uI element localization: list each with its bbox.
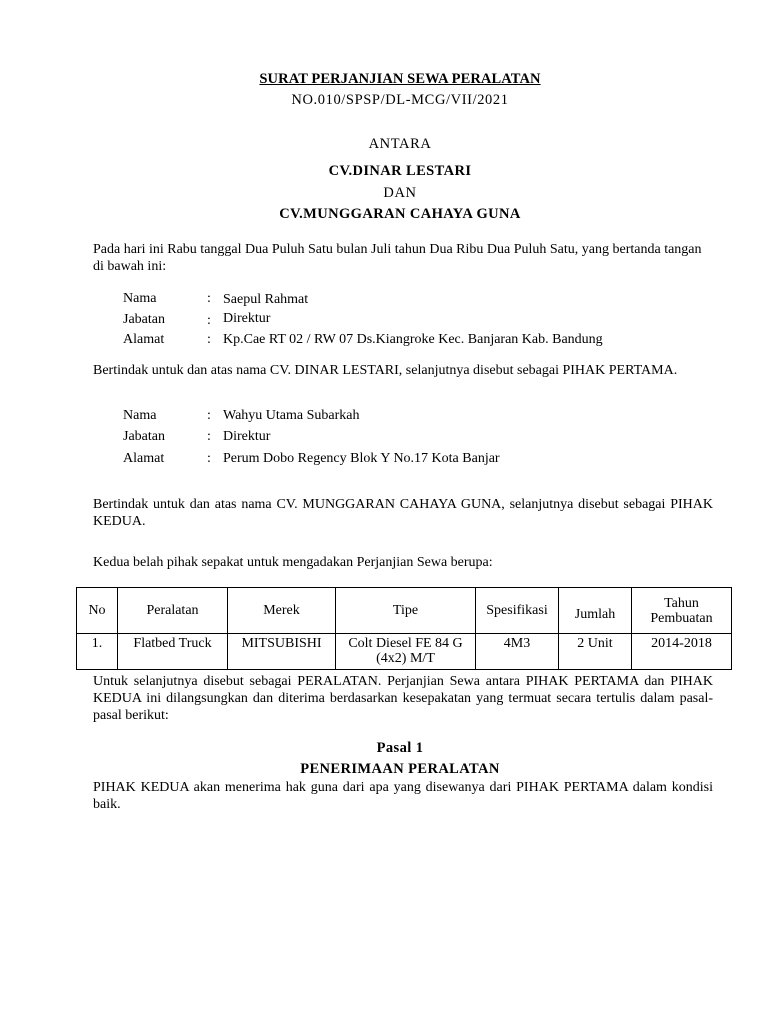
identity-value: Wahyu Utama Subarkah [223,408,360,423]
identity-colon: : [207,451,211,466]
header-cell: Tipe [336,588,476,634]
table-cell: 2 Unit [559,634,632,670]
header-cell: Spesifikasi [476,588,559,634]
identity-label: Jabatan [123,429,165,444]
identity-colon: : [207,332,211,347]
identity-value: Direktur [223,429,271,444]
identity-colon: : [207,408,211,423]
identity-value: Perum Dobo Regency Blok Y No.17 Kota Banjar [223,451,500,466]
party-1-name: CV.DINAR LESTARI [328,163,472,179]
pasal-text: PIHAK KEDUA akan menerima hak guna dari apa yang disewanya dari PIHAK PERTAMA dalam kondisi baik. [93,780,713,812]
rental-items-table [76,587,732,670]
party-2-name: CV.MUNGGARAN CAHAYA GUNA [279,206,521,222]
identity-value: Saepul Rahmat [223,292,309,307]
intro-paragraph: Pada hari ini Rabu tanggal Dua Puluh Satu bulan Juli tahun Dua Ribu Dua Puluh Satu, yang bertanda tangan di bawah ini: [93,242,702,274]
document-number: NO.010/SPSP/DL-MCG/VII/2021 [291,92,509,108]
identity-value: Kp.Cae RT 02 / RW 07 Ds.Kiangroke Kec. Banjaran Kab. Bandung [223,332,603,347]
party-1-statement: Bertindak untuk dan atas nama CV. DINAR LESTARI, selanjutnya disebut sebagai PIHAK PERTAMA. [93,363,678,378]
party-2-statement: Bertindak untuk dan atas nama CV. MUNGGARAN CAHAYA GUNA, selanjutnya disebut sebagai PIHAK KEDUA. [93,497,713,529]
identity-label: Alamat [123,451,165,466]
header-cell: Tahun Pembuatan [632,588,732,634]
header-cell: Peralatan [118,588,228,634]
identity-value: Direktur [223,311,271,326]
table-cell: Colt Diesel FE 84 G (4x2) M/T [336,634,476,670]
closing-paragraph: Untuk selanjutnya disebut sebagai PERALATAN. Perjanjian Sewa antara PIHAK PERTAMA dan PIHAK KEDUA ini dilangsungkan dan diterima berdasarkan kesepakatan yang termuat secara tertulis dalam pasal- pasal berikut: [93,674,713,723]
agreement-intro: Kedua belah pihak sepakat untuk mengadakan Perjanjian Sewa berupa: [93,555,493,570]
table-cell: Flatbed Truck [118,634,228,670]
identity-label: Alamat [123,332,165,347]
header-cell: No [77,588,118,634]
table-row [77,634,732,670]
header-cell: Merek [228,588,336,634]
identity-label: Jabatan [123,312,165,327]
table-cell: 1. [77,634,118,670]
identity-colon: : [207,429,211,444]
table-header-row [77,588,732,634]
dan-label: DAN [383,185,417,201]
document-title: SURAT PERJANJIAN SEWA PERALATAN [259,71,541,87]
table-cell: 4M3 [476,634,559,670]
identity-label: Nama [123,291,157,306]
identity-colon: : [207,291,211,306]
table-cell: MITSUBISHI [228,634,336,670]
header-cell: Jumlah [559,588,632,634]
identity-colon: : [207,313,211,328]
pasal-title: PENERIMAAN PERALATAN [300,761,500,777]
pasal-number: Pasal 1 [376,740,424,756]
table-cell: 2014-2018 [632,634,732,670]
identity-label: Nama [123,408,157,423]
antara-label: ANTARA [368,136,432,152]
